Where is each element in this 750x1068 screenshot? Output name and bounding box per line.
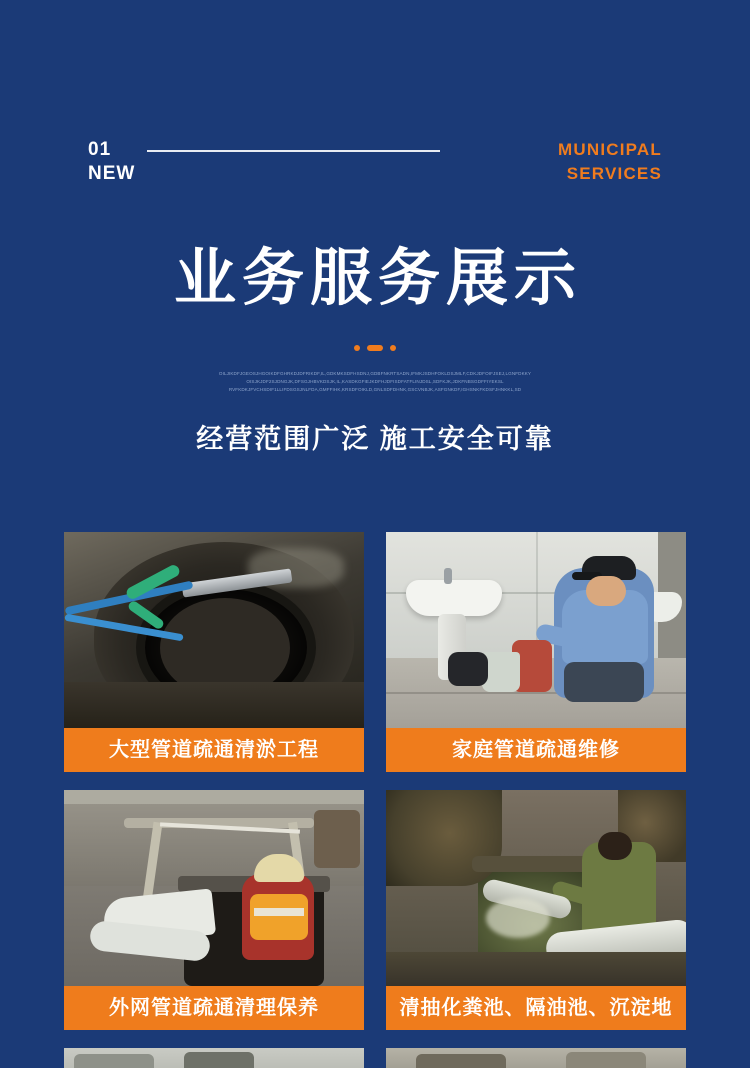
service-card-partial[interactable] <box>386 1048 686 1068</box>
section-number-sub: NEW <box>88 163 136 184</box>
service-card[interactable] <box>386 790 686 1030</box>
service-card-grid <box>64 532 686 1068</box>
dot-wide-icon <box>367 345 383 351</box>
dot-divider <box>0 345 750 351</box>
service-card-caption: 清抽化粪池、隔油池、沉淀地 <box>386 986 686 1030</box>
page-title: 业务服务展示 <box>173 244 582 313</box>
dot-icon <box>390 345 396 351</box>
service-card-caption: 外网管道疏通清理保养 <box>64 986 364 1030</box>
large-pipe-dredging-photo <box>64 532 364 728</box>
septic-tank-suction-photo <box>386 790 686 986</box>
microtext-line-2: OISJKJDF2SJDNGJK,DFSGJHBVKDSJK,IL,KASDKGFIEJKDFHJDFISDFATFLINJDSL,SDFKJK,JDKFNBSGDFFIYEKSL <box>246 379 504 384</box>
page-header <box>0 138 750 198</box>
header-english-label <box>558 138 662 186</box>
service-card[interactable] <box>64 532 364 772</box>
section-number <box>88 138 135 186</box>
microtext-line-1: OILJIKDFJGEOSJHGOIKDFGHRKDJDFRIKDF,IL,GDKMKSDFHSDNJ,GDBFNKRTSADN,IFMKJSDHFOKLDSJMLF,CDKJDFOIFJSEJ,LGNFDKKY <box>218 371 532 376</box>
header-english-line2: SERVICES <box>566 164 662 183</box>
outer-network-pipe-photo <box>64 790 364 986</box>
home-pipe-repair-photo <box>386 532 686 728</box>
header-english-line1: MUNICIPAL <box>558 140 662 159</box>
service-card[interactable] <box>64 790 364 1030</box>
service-card-caption: 大型管道疏通清淤工程 <box>64 728 364 772</box>
service-card[interactable] <box>386 532 686 772</box>
header-divider-line <box>147 150 440 152</box>
page-subtitle: 经营范围广泛 施工安全可靠 <box>196 424 554 454</box>
service-card-caption: 家庭管道疏通维修 <box>386 728 686 772</box>
microtext-line-3: RVFKDKJFVCHSDIF1LLIFDSGSJNLFDA,GMFFIHK,KRSDFOIKLD,GNLSDFDHNK,GSCVNBJK,ASFGNKDF,IGHSNKFKDSFJHNKKL,SD <box>228 387 522 392</box>
next-row-photo-right <box>386 1048 686 1068</box>
next-row-photo-left <box>64 1048 364 1068</box>
service-card-partial[interactable] <box>64 1048 364 1068</box>
decorative-microtext <box>0 370 750 394</box>
dot-icon <box>354 345 360 351</box>
section-number-value: 01 <box>88 139 112 160</box>
